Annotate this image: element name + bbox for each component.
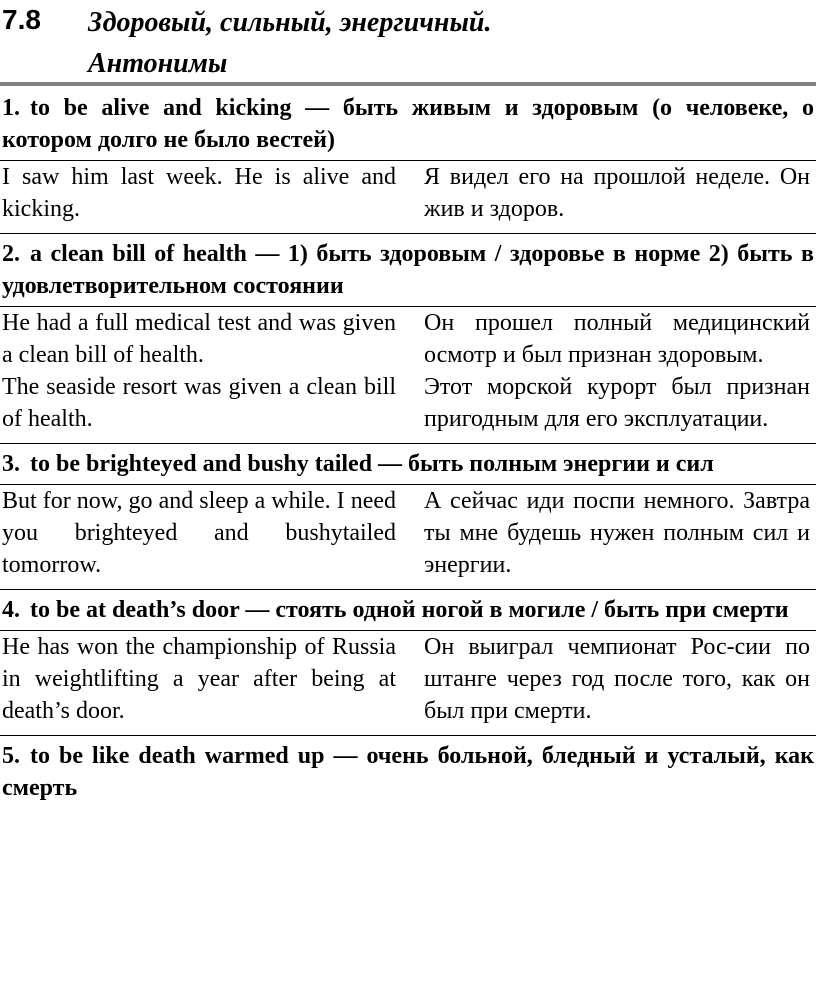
example-russian: Я видел его на прошлой неделе. Он жив и здоров.	[424, 164, 810, 222]
unit-title-line-2: Антонимы	[88, 48, 228, 79]
example-english: I saw him last week. He is alive and kicking.	[2, 164, 396, 222]
entry-idiom: to be like death warmed up — очень больной, бледный и усталый, как смерть	[2, 743, 814, 801]
example-english: But for now, go and sleep a while. I need you brighteyed and bushytailed tomorrow.	[2, 488, 396, 578]
entry-number: 1.	[2, 95, 20, 121]
entry-idiom: to be at death’s door — стоять одной ногой в могиле / быть при смерти	[30, 597, 789, 623]
entry-number: 3.	[2, 451, 20, 477]
example-row	[0, 631, 816, 727]
example-russian: Он выиграл чемпионат Рос-сии по штанге через год после того, как он был при смерти.	[424, 634, 810, 724]
example-row	[0, 161, 816, 225]
entry-5	[0, 736, 816, 806]
entry-heading	[0, 736, 816, 806]
unit-title-line-1: Здоровый, сильный, энергичный.	[88, 7, 492, 38]
example-english: The seaside resort was given a clean bill of health.	[2, 374, 396, 432]
page-header	[0, 2, 816, 82]
example-row	[0, 307, 816, 371]
entry-heading	[0, 234, 816, 304]
unit-number: 7.8	[2, 4, 41, 35]
example-row	[0, 485, 816, 581]
example-row	[0, 371, 816, 435]
unit-title	[88, 2, 788, 84]
example-english: He had a full medical test and was given a clean bill of health.	[2, 310, 396, 368]
example-russian: Этот морской курорт был признан пригодным для его эксплуатации.	[424, 374, 810, 432]
entry-1	[0, 88, 816, 234]
example-english: He has won the championship of Russia in weightlifting a year after being at death’s door.	[2, 634, 396, 724]
entry-list	[0, 88, 816, 806]
header-divider	[0, 82, 816, 86]
entry-4	[0, 590, 816, 736]
example-russian: Он прошел полный медицинский осмотр и был признан здоровым.	[424, 310, 810, 368]
entry-idiom: to be alive and kicking — быть живым и здоровым (о человеке, о котором долго не было вестей)	[2, 95, 814, 153]
entry-heading	[0, 590, 816, 628]
entry-idiom: a clean bill of health — 1) быть здоровым / здоровье в норме 2) быть в удовлетворительном состоянии	[2, 241, 814, 299]
entry-heading	[0, 88, 816, 158]
entry-heading	[0, 444, 816, 482]
entry-2	[0, 234, 816, 444]
entry-number: 4.	[2, 597, 20, 623]
entry-number: 2.	[2, 241, 20, 267]
example-russian: А сейчас иди поспи немного. Завтра ты мне будешь нужен полным сил и энергии.	[424, 488, 810, 578]
entry-idiom: to be brighteyed and bushy tailed — быть полным энергии и сил	[30, 451, 714, 477]
entry-3	[0, 444, 816, 590]
entry-number: 5.	[2, 743, 20, 769]
